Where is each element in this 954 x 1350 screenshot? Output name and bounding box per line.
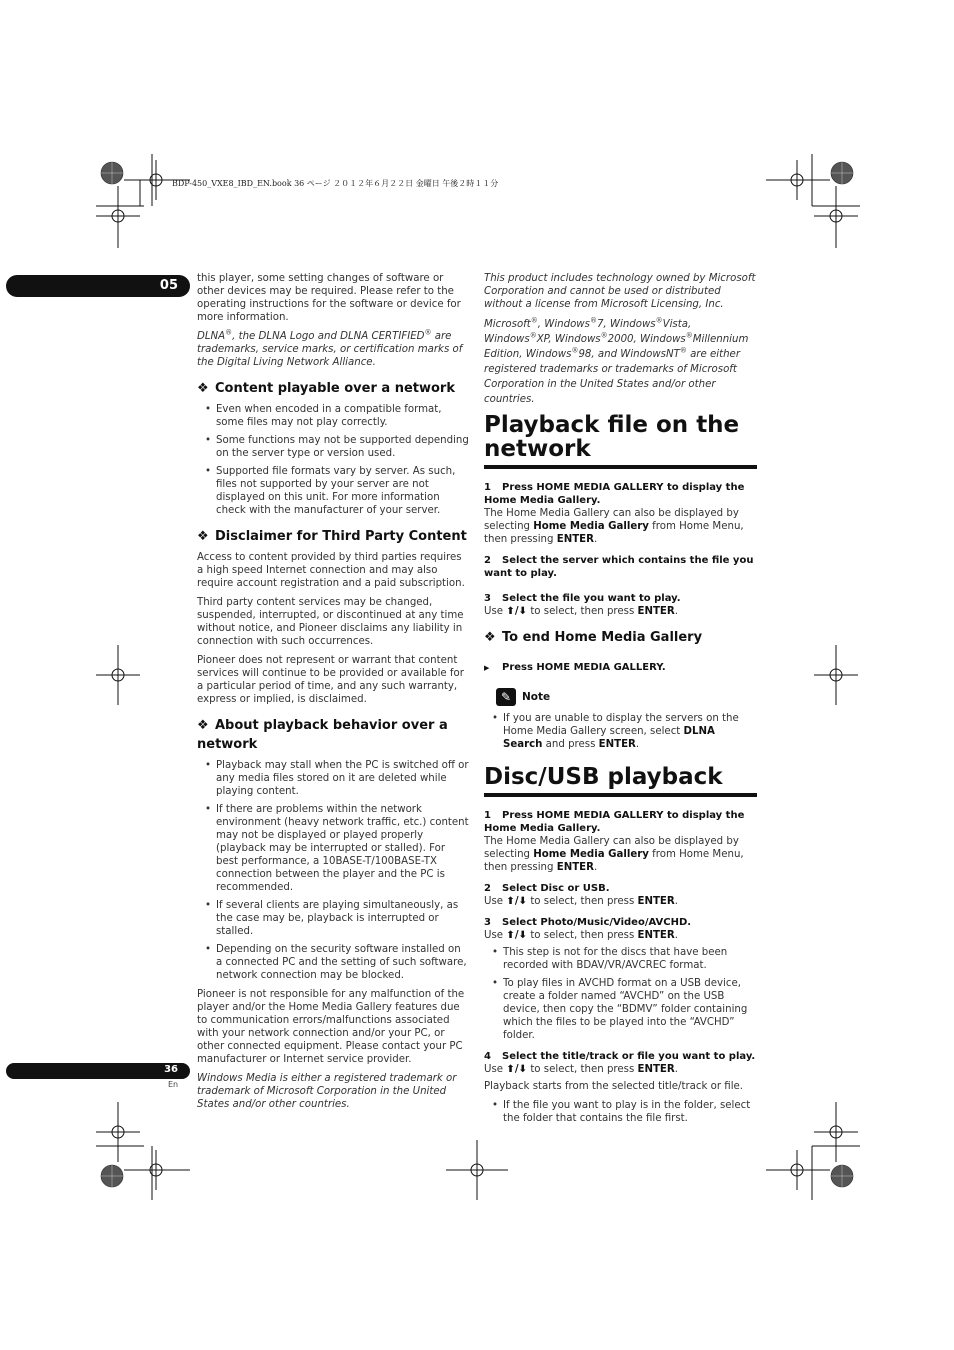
diamond-icon: ❖ bbox=[197, 381, 209, 396]
section-heading-disclaimer: ❖ Disclaimer for Third Party Content bbox=[197, 529, 467, 544]
diamond-icon: ❖ bbox=[484, 630, 496, 645]
step-title: 1 Press HOME MEDIA GALLERY to display the Home Media Gallery. bbox=[484, 810, 745, 834]
chapter-tab bbox=[6, 275, 190, 297]
note-label: Note bbox=[522, 690, 551, 703]
list-item: • If several clients are playing simultaneously, as the case may be, playback is interrupted or stalled. bbox=[197, 899, 469, 938]
up-down-arrow-icon: ⬆/⬇ bbox=[506, 1064, 528, 1075]
list-item: • If there are problems within the network environment (heavy network traffic, etc.) content may not be displayed or played properly (playback may be interrupted or stalled). For best performance, a 10BASE-T/100BASE-TX connection between the player and the PC is recommended. bbox=[197, 803, 469, 894]
intro-paragraph: this player, some setting changes of software or other devices may be required. Please refer to the operating instructions for the software or device for more information. bbox=[197, 273, 461, 323]
list-item: • Supported file formats vary by server. As such, files not supported by your server are not displayed on this unit. For more information check with the manufacturer of your server. bbox=[197, 465, 469, 517]
step-description: The Home Media Gallery can also be displayed by selecting Home Media Gallery from Home Menu, then pressing ENTER. bbox=[484, 508, 744, 545]
note-header bbox=[496, 688, 757, 706]
step-title: 1 Press HOME MEDIA GALLERY to display the Home Media Gallery. bbox=[484, 482, 745, 506]
list-item: • If you are unable to display the servers on the Home Media Gallery screen, select DLNA Search and press ENTER. bbox=[484, 712, 757, 751]
step-description: Use ⬆/⬇ to select, then press ENTER. bbox=[484, 606, 678, 617]
list-item: • If the file you want to play is in the folder, select the folder that contains the file first. bbox=[484, 1099, 757, 1125]
after-list bbox=[484, 1099, 757, 1125]
list-item: • To play files in AVCHD format on a USB device, create a folder named “AVCHD” on the USB device, then copy the “BDMV” folder containing which the files to be played into the “AVCHD” folder. bbox=[484, 977, 757, 1042]
step-title: 3 Select the file you want to play. bbox=[484, 593, 681, 604]
paragraph: Pioneer is not responsible for any malfunction of the player and/or the Home Media Gallery features due to communication errors/malfunctions associated with your network connection and/or your PC, or other connected equipment. Please contact your PC manufacturer or Internet service provider. bbox=[197, 989, 465, 1065]
playback-behavior-list bbox=[197, 759, 469, 982]
step-title: 2 Select the server which contains the file you want to play. bbox=[484, 555, 754, 579]
microsoft-license-note: This product includes technology owned by Microsoft Corporation and cannot be used or distributed without a license from Microsoft Licensing, Inc. bbox=[484, 273, 756, 310]
up-down-arrow-icon: ⬆/⬇ bbox=[506, 930, 528, 941]
left-column bbox=[197, 272, 469, 1117]
section-heading-end-home-media-gallery: ❖ To end Home Media Gallery bbox=[484, 630, 703, 645]
up-down-arrow-icon: ⬆/⬇ bbox=[506, 606, 528, 617]
step-description: Use ⬆/⬇ to select, then press ENTER. bbox=[484, 1064, 678, 1075]
print-header-note: BDP-450_VXE8_IBD_EN.book 36 ページ ２０１２年６月２２日 金曜日 午後２時１１分 bbox=[172, 179, 499, 188]
step-description: Use ⬆/⬇ to select, then press ENTER. bbox=[484, 930, 678, 941]
step-description: The Home Media Gallery can also be displayed by selecting Home Media Gallery from Home Menu, then pressing ENTER. bbox=[484, 836, 744, 873]
list-item: • This step is not for the discs that have been recorded with BDAV/VR/AVCREC format. bbox=[484, 946, 757, 972]
step-description: Use ⬆/⬇ to select, then press ENTER. bbox=[484, 896, 678, 907]
windows-media-trademark-note: Windows Media is either a registered trademark or trademark of Microsoft Corporation in the United States and/or other countries. bbox=[197, 1073, 457, 1110]
up-down-arrow-icon: ⬆/⬇ bbox=[506, 896, 528, 907]
paragraph: Pioneer does not represent or warrant that content services will continue to be provided or available for a particular period of time, and any such warranty, express or implied, is disclaimed. bbox=[197, 655, 464, 705]
page-number-tab bbox=[6, 1063, 190, 1079]
section-heading-playback-behavior: ❖ About playback behavior over a network bbox=[197, 718, 448, 752]
microsoft-trademark-note: Microsoft®, Windows®7, Windows®Vista, Windows®XP, Windows®2000, Windows®Millennium Edition, Windows®98, and WindowsNT® are either registered trademarks or trademarks of Microsoft Corporation in the United States and/or other countries. bbox=[484, 316, 749, 405]
pencil-note-icon: ✎ bbox=[496, 688, 516, 706]
language-label: En bbox=[168, 1080, 179, 1089]
step-title: 3 Select Photo/Music/Video/AVCHD. bbox=[484, 917, 692, 928]
chapter-number: 05 bbox=[159, 278, 178, 293]
list-item: • Playback may stall when the PC is switched off or any media files stored on it are deleted while playing content. bbox=[197, 759, 469, 798]
step-title: 2 Select Disc or USB. bbox=[484, 883, 610, 894]
heading-disc-usb-playback: Disc/USB playback bbox=[484, 765, 757, 797]
paragraph: Third party content services may be changed, suspended, interrupted, or discontinued at any time without notice, and Pioneer disclaims any liability in connection with such occurrences. bbox=[197, 597, 464, 647]
diamond-icon: ❖ bbox=[197, 718, 209, 733]
heading-playback-file-on-network: Playback file on the network bbox=[484, 413, 757, 469]
step3-list bbox=[484, 946, 757, 1042]
paragraph: Access to content provided by third parties requires a high speed Internet connection and may also require account registration and a paid subscription. bbox=[197, 552, 465, 589]
section-heading-content-playable: ❖ Content playable over a network bbox=[197, 381, 455, 396]
right-column bbox=[484, 272, 757, 1131]
dlna-trademark-note: DLNA®, the DLNA Logo and DLNA CERTIFIED® are trademarks, service marks, or certification marks of the Digital Living Network Alliance. bbox=[197, 328, 463, 368]
page-number: 36 bbox=[164, 1064, 178, 1075]
list-item: • Depending on the security software installed on a connected PC and the setting of such software, network connection may be blocked. bbox=[197, 943, 469, 982]
diamond-icon: ❖ bbox=[197, 529, 209, 544]
content-playable-list bbox=[197, 403, 469, 517]
step-title: 4 Select the title/track or file you want to play. bbox=[484, 1051, 756, 1062]
list-item: • Even when encoded in a compatible format, some files may not play correctly. bbox=[197, 403, 469, 429]
paragraph: Playback starts from the selected title/track or file. bbox=[484, 1081, 744, 1092]
list-item: • Some functions may not be supported depending on the server type or version used. bbox=[197, 434, 469, 460]
note-list bbox=[484, 712, 757, 751]
end-step: ▶ Press HOME MEDIA GALLERY. bbox=[484, 661, 757, 674]
